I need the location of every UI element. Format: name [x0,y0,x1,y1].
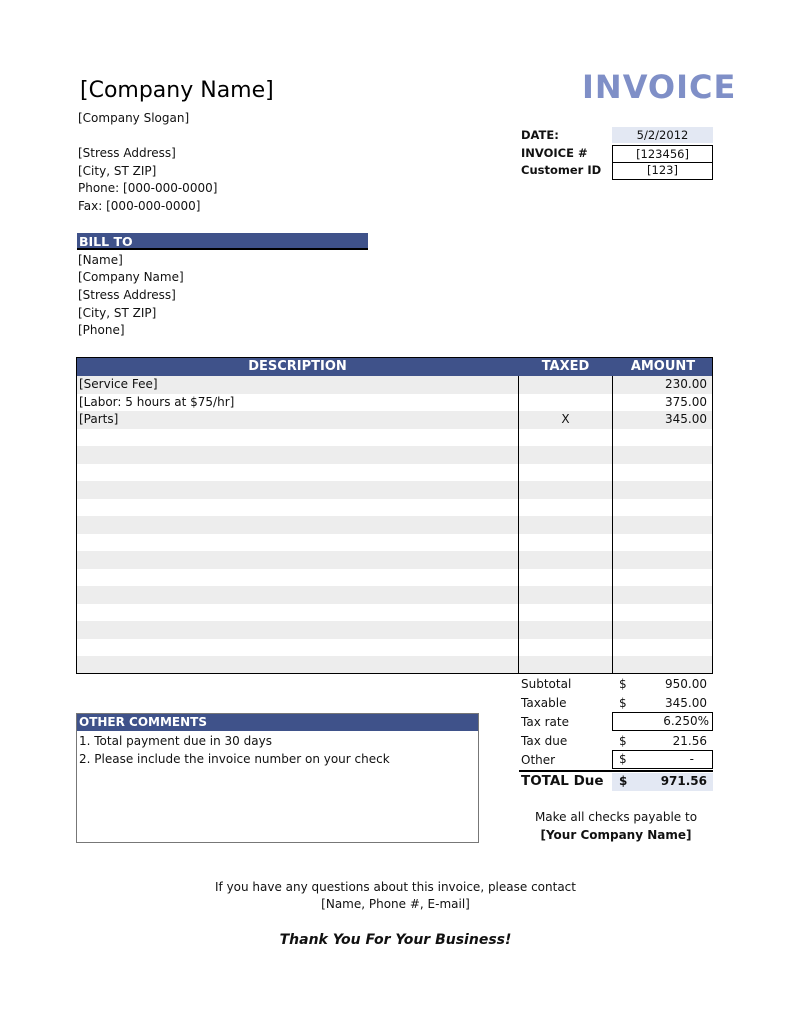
company-slogan: [Company Slogan] [78,111,190,125]
items-table [76,357,713,674]
amount-cell [613,499,707,517]
amount-cell [613,604,707,622]
thank-you-message: Thank You For Your Business! [279,932,512,948]
invoice-number-value[interactable]: [123456] [612,145,713,163]
description-cell[interactable]: [Service Fee] [79,377,158,391]
address-fax: Fax: [000-000-0000] [78,199,201,213]
amount-cell [613,586,707,604]
customer-id-value[interactable]: [123] [612,162,713,180]
table-row[interactable] [77,516,712,534]
address-city: [City, ST ZIP] [78,164,157,178]
amount-cell: 230.00 [665,377,707,391]
total-due-label: TOTAL Due [521,773,604,789]
bill-to-phone: [Phone] [78,323,125,337]
other-label: Other [521,753,556,767]
taxed-cell[interactable] [519,394,612,412]
table-row[interactable] [77,656,712,674]
table-row[interactable] [77,429,712,447]
other-currency: $ [619,752,627,766]
table-row[interactable] [77,464,712,482]
tax-rate-label: Tax rate [521,715,569,729]
taxed-cell[interactable] [519,551,612,569]
table-row[interactable] [77,621,712,639]
taxable-label: Taxable [521,696,567,710]
table-row[interactable] [77,534,712,552]
tax-rate-value[interactable]: 6.250% [612,712,713,731]
taxed-header: TAXED [541,359,590,374]
taxed-cell[interactable]: X [561,412,570,426]
customer-id-label: Customer ID [521,163,602,177]
amount-cell [613,656,707,674]
company-name: [Company Name] [80,78,274,103]
description-cell[interactable]: [Parts] [79,412,119,426]
table-row[interactable] [77,639,712,657]
taxed-cell[interactable] [519,656,612,674]
table-row[interactable] [77,394,712,412]
tax-due-value: 21.56 [672,734,707,748]
amount-divider [612,376,613,673]
total-due-currency: $ [619,774,628,788]
amount-cell [613,429,707,447]
amount-cell [613,621,707,639]
address-street: [Stress Address] [78,146,176,160]
taxed-cell[interactable] [519,604,612,622]
bill-to-header: BILL TO [77,233,368,250]
taxed-cell[interactable] [519,376,612,394]
amount-cell [613,516,707,534]
tax-due-currency: $ [619,734,627,748]
comment-line-1: 1. Total payment due in 30 days [79,734,272,748]
tax-due-label: Tax due [521,734,568,748]
bill-to-street: [Stress Address] [78,288,176,302]
table-row[interactable] [77,569,712,587]
amount-cell [613,569,707,587]
subtotal-label: Subtotal [521,677,572,691]
contact-text: If you have any questions about this invoice, please contact [214,880,576,894]
table-row[interactable] [77,604,712,622]
date-label: DATE: [521,128,559,142]
contact-details: [Name, Phone #, E-mail] [321,897,470,911]
amount-cell [613,551,707,569]
comment-line-2: 2. Please include the invoice number on your check [79,752,390,766]
bill-to-city: [City, ST ZIP] [78,306,157,320]
subtotal-currency: $ [619,677,627,691]
taxed-cell[interactable] [519,464,612,482]
taxed-divider [518,376,519,673]
taxed-cell[interactable] [519,481,612,499]
taxed-cell[interactable] [519,586,612,604]
invoice-title: INVOICE [582,68,737,106]
bill-to-name: [Name] [78,253,123,267]
taxable-value: 345.00 [665,696,707,710]
other-comments-header: OTHER COMMENTS [77,714,478,731]
other-field[interactable] [612,750,713,769]
payable-company: [Your Company Name] [540,828,692,842]
address-phone: Phone: [000-000-0000] [78,181,218,195]
taxable-currency: $ [619,696,627,710]
amount-cell: 345.00 [665,412,707,426]
date-value[interactable]: 5/2/2012 [612,127,713,143]
taxed-cell[interactable] [519,499,612,517]
description-cell[interactable]: [Labor: 5 hours at $75/hr] [79,394,235,409]
table-row[interactable] [77,499,712,517]
amount-cell [613,639,707,657]
taxed-cell[interactable] [519,446,612,464]
amount-cell [613,534,707,552]
taxed-cell[interactable] [519,621,612,639]
taxed-cell[interactable] [519,534,612,552]
bill-to-company: [Company Name] [78,270,184,284]
total-due-value: 971.56 [660,774,707,788]
taxed-cell[interactable] [519,569,612,587]
other-comments-box [76,713,479,843]
table-row[interactable] [77,551,712,569]
amount-cell [613,446,707,464]
taxed-cell[interactable] [519,516,612,534]
description-header: DESCRIPTION [248,359,347,374]
other-value: - [689,752,694,766]
table-row[interactable] [77,481,712,499]
taxed-cell[interactable] [519,429,612,447]
table-row[interactable] [77,446,712,464]
amount-header: AMOUNT [630,359,696,374]
amount-cell [613,464,707,482]
amount-cell: 375.00 [665,394,707,409]
table-row[interactable] [77,586,712,604]
taxed-cell[interactable] [519,639,612,657]
subtotal-value: 950.00 [665,677,707,691]
amount-cell [613,481,707,499]
items-table-header [77,358,712,376]
table-row[interactable] [77,376,712,394]
invoice-number-label: INVOICE # [521,146,588,160]
table-row[interactable] [77,411,712,429]
payable-text: Make all checks payable to [534,810,698,824]
total-divider [519,770,713,772]
